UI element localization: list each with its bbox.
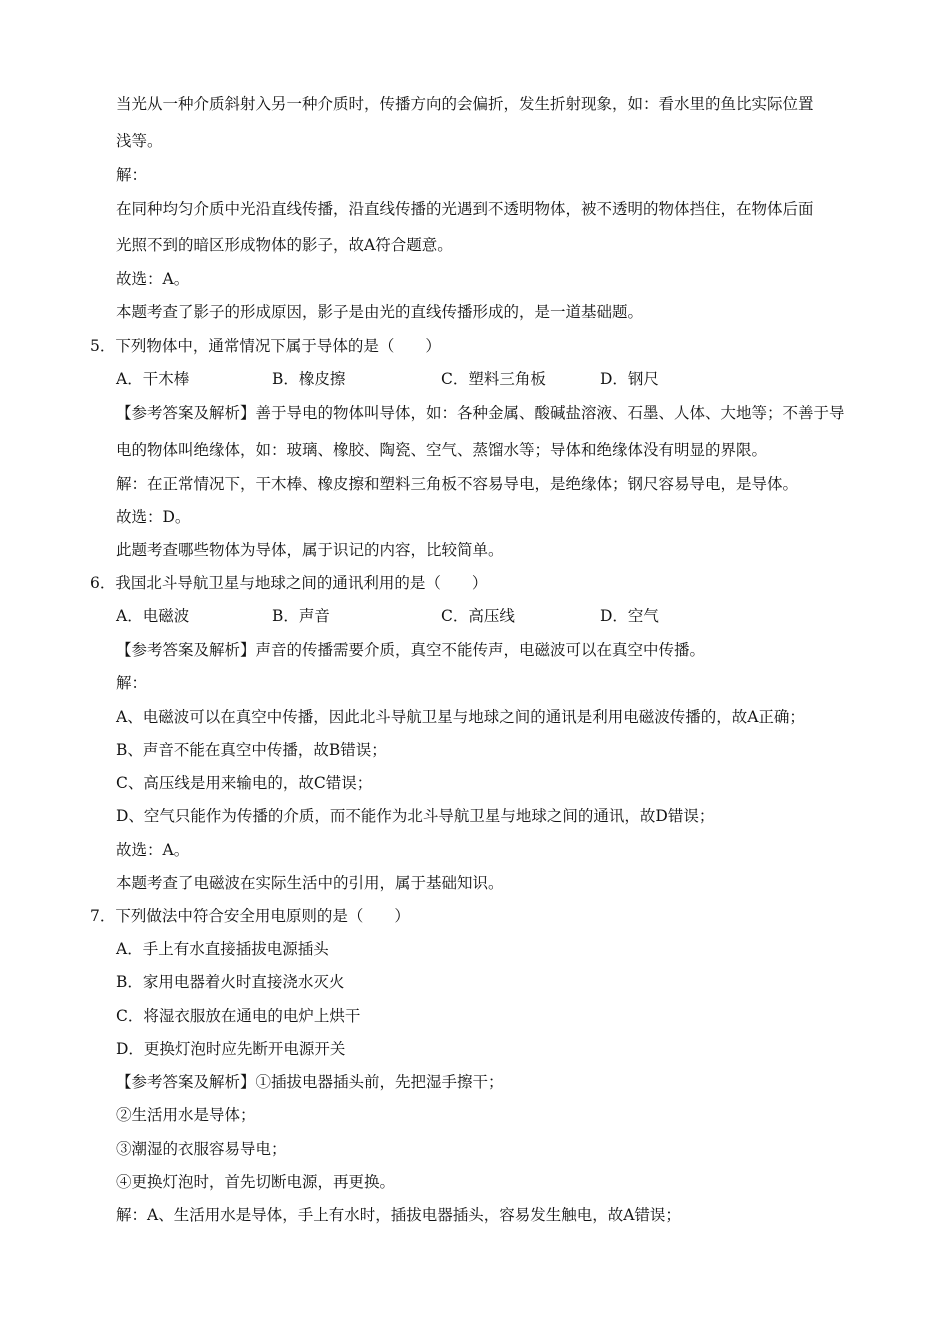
option-a: A．手上有水直接插拔电源插头 xyxy=(116,940,329,958)
text-line: ③潮湿的衣服容易导电； xyxy=(116,1140,287,1158)
option-a: A．电磁波 xyxy=(116,607,190,625)
option-d: D．更换灯泡时应先断开电源开关 xyxy=(116,1040,346,1058)
text-line: 故选：A。 xyxy=(116,270,190,288)
text-line: 故选：A。 xyxy=(116,841,190,859)
option-c: C．塑料三角板 xyxy=(441,370,546,388)
text-line: 光照不到的暗区形成物体的影子，故A符合题意。 xyxy=(116,236,453,254)
option-b: B．声音 xyxy=(272,607,330,625)
text-line: 电的物体叫绝缘体，如：玻璃、橡胶、陶瓷、空气、蒸馏水等；导体和绝缘体没有明显的界限。 xyxy=(116,441,768,459)
text-line: B、声音不能在真空中传播，故B错误； xyxy=(116,741,387,759)
text-line: 在同种均匀介质中光沿直线传播，沿直线传播的光遇到不透明物体，被不透明的物体挡住，在物体后面 xyxy=(116,200,814,218)
option-b: B．橡皮擦 xyxy=(272,370,346,388)
text-line: 当光从一种介质斜射入另一种介质时，传播方向的会偏折，发生折射现象，如：看水里的鱼比实际位置 xyxy=(116,95,814,113)
text-line: 本题考查了影子的形成原因，影子是由光的直线传播形成的，是一道基础题。 xyxy=(116,303,644,321)
answer-analysis: 【参考答案及解析】①插拔电器插头前，先把湿手擦干； xyxy=(116,1073,504,1091)
text-line: ②生活用水是导体； xyxy=(116,1106,256,1124)
text-line: 解：在正常情况下，干木棒、橡皮擦和塑料三角板不容易导电，是绝缘体；钢尺容易导电，是导体。 xyxy=(116,475,799,493)
text-line: 解：A、生活用水是导体，手上有水时，插拔电器插头，容易发生触电，故A错误； xyxy=(116,1206,681,1224)
text-line: 解： xyxy=(116,166,148,184)
answer-analysis: 【参考答案及解析】声音的传播需要介质，真空不能传声，电磁波可以在真空中传播。 xyxy=(116,641,706,659)
option-d: D．钢尺 xyxy=(600,370,659,388)
text-line: 解： xyxy=(116,674,148,692)
option-b: B．家用电器着火时直接浇水灭火 xyxy=(116,973,345,991)
text-line: 故选：D。 xyxy=(116,508,191,526)
option-d: D．空气 xyxy=(600,607,659,625)
text-line: ④更换灯泡时，首先切断电源，再更换。 xyxy=(116,1173,396,1191)
option-c: C．将湿衣服放在通电的电炉上烘干 xyxy=(116,1007,361,1025)
question-6-stem: 6．我国北斗导航卫星与地球之间的通讯利用的是（ ） xyxy=(90,574,488,592)
option-a: A．干木棒 xyxy=(116,370,190,388)
text-line: 本题考查了电磁波在实际生活中的引用，属于基础知识。 xyxy=(116,874,504,892)
answer-analysis: 【参考答案及解析】善于导电的物体叫导体，如：各种金属、酸碱盐溶液、石墨、人体、大地等；不善于导 xyxy=(116,404,845,422)
text-line: 此题考查哪些物体为导体，属于识记的内容，比较简单。 xyxy=(116,541,504,559)
text-line: C、高压线是用来输电的，故C错误； xyxy=(116,774,373,792)
text-line: 浅等。 xyxy=(116,132,163,150)
text-line: D、空气只能作为传播的介质，而不能作为北斗导航卫星与地球之间的通讯，故D错误； xyxy=(116,807,715,825)
question-5-stem: 5．下列物体中，通常情况下属于导体的是（ ） xyxy=(90,337,441,355)
option-c: C．高压线 xyxy=(441,607,515,625)
text-line: A、电磁波可以在真空中传播，因此北斗导航卫星与地球之间的通讯是利用电磁波传播的，故A正确； xyxy=(116,708,805,726)
question-7-stem: 7．下列做法中符合安全用电原则的是（ ） xyxy=(90,907,410,925)
